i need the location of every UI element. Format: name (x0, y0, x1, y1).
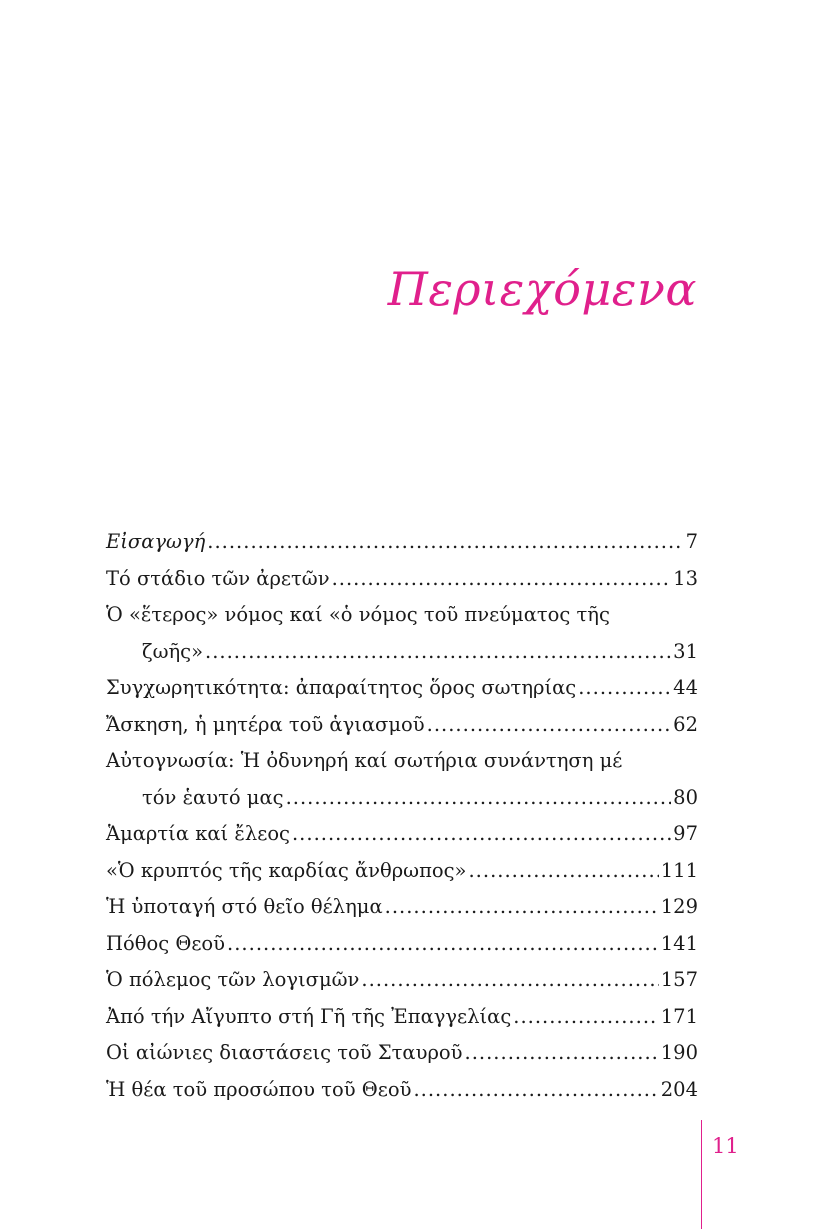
toc-entry-title: Πόθος Θεοῦ (106, 931, 226, 955)
page-number: 11 (712, 1134, 739, 1158)
toc-entry[interactable] (106, 634, 698, 671)
toc-leader-dots (578, 670, 671, 707)
toc-entry-title: Ἡ ὑποταγή στό θεῖο θέλημα (106, 895, 383, 918)
toc-leader-dots (427, 707, 672, 744)
toc-entry[interactable] (106, 962, 698, 999)
toc-entry-title: Ἄσκηση, ἡ μητέρα τοῦ ἁγιασμοῦ (106, 712, 425, 736)
toc-entry-title-line2: τόν ἑαυτό μας (142, 785, 284, 809)
toc-leader-dots (286, 780, 672, 817)
page-number-rule (701, 1120, 702, 1229)
toc-entry[interactable] (106, 999, 698, 1036)
toc-entry-title-line1[interactable]: Ὁ «ἕτερος» νόμος καί «ὁ νόμος τοῦ πνεύματος τῆς (106, 603, 610, 626)
toc-entry-title-line1[interactable]: Αὐτογνωσία: Ἡ ὀδυνηρή καί σωτήρια συνάντηση μέ (106, 749, 623, 772)
toc-entry-title: Ἀπό τήν Αἴγυπτο στή Γῆ τῆς Ἐπαγγελίας (106, 1004, 512, 1028)
toc-entry-page: 190 (660, 1041, 698, 1064)
toc-entry-title: Ἡ θέα τοῦ προσώπου τοῦ Θεοῦ (106, 1077, 412, 1101)
toc-entry[interactable] (106, 1072, 698, 1109)
toc-entry[interactable] (106, 926, 698, 963)
toc-entry[interactable] (106, 889, 698, 926)
table-of-contents (106, 524, 698, 1108)
toc-entry-page: 111 (660, 858, 698, 882)
toc-entry[interactable] (106, 561, 698, 598)
toc-entry-title: Ἁμαρτία καί ἔλεος (106, 822, 290, 845)
toc-entry-page: 157 (660, 968, 698, 991)
toc-entry-title: Ὁ πόλεμος τῶν λογισμῶν (106, 968, 360, 991)
toc-entry[interactable] (106, 670, 698, 707)
toc-entry-page: 7 (685, 530, 698, 553)
toc-entry[interactable] (106, 707, 698, 744)
toc-entry-page: 13 (673, 566, 698, 590)
toc-leader-dots (468, 853, 658, 890)
toc-entry[interactable] (106, 524, 698, 561)
toc-leader-dots (207, 524, 683, 561)
toc-leader-dots (227, 926, 659, 963)
toc-leader-dots (413, 1072, 658, 1109)
toc-entry-page: 62 (673, 712, 698, 736)
toc-leader-dots (361, 962, 658, 999)
toc-leader-dots (332, 561, 672, 598)
toc-entry-title-line2: ζωῆς» (142, 639, 204, 663)
toc-entry-title: Τό στάδιο τῶν ἀρετῶν (106, 566, 330, 590)
toc-entry-page: 31 (673, 639, 698, 663)
toc-leader-dots (205, 634, 671, 671)
toc-leader-dots (465, 1035, 659, 1072)
toc-entry-page: 80 (673, 785, 698, 809)
page-title: Περιεχόμενα (387, 262, 697, 316)
toc-entry[interactable] (106, 780, 698, 817)
toc-entry-title: Εἰσαγωγή (106, 530, 206, 553)
toc-entry[interactable] (106, 1035, 698, 1072)
toc-entry-title: «Ὁ κρυπτός τῆς καρδίας ἄνθρωπος» (106, 858, 467, 882)
toc-entry-title: Συγχωρητικότητα: ἀπαραίτητος ὅρος σωτηρίας (106, 676, 577, 699)
toc-entry-page: 171 (660, 1004, 698, 1028)
toc-leader-dots (513, 999, 659, 1036)
toc-entry-page: 141 (660, 931, 698, 955)
toc-entry-page: 44 (673, 676, 698, 699)
toc-entry[interactable] (106, 816, 698, 853)
toc-entry-page: 129 (660, 895, 698, 918)
toc-leader-dots (292, 816, 671, 853)
toc-entry-page: 204 (660, 1077, 698, 1101)
toc-entry[interactable] (106, 853, 698, 890)
toc-entry-title: Οἱ αἰώνιες διαστάσεις τοῦ Σταυροῦ (106, 1041, 463, 1064)
toc-leader-dots (385, 889, 659, 926)
toc-entry-page: 97 (673, 822, 698, 845)
